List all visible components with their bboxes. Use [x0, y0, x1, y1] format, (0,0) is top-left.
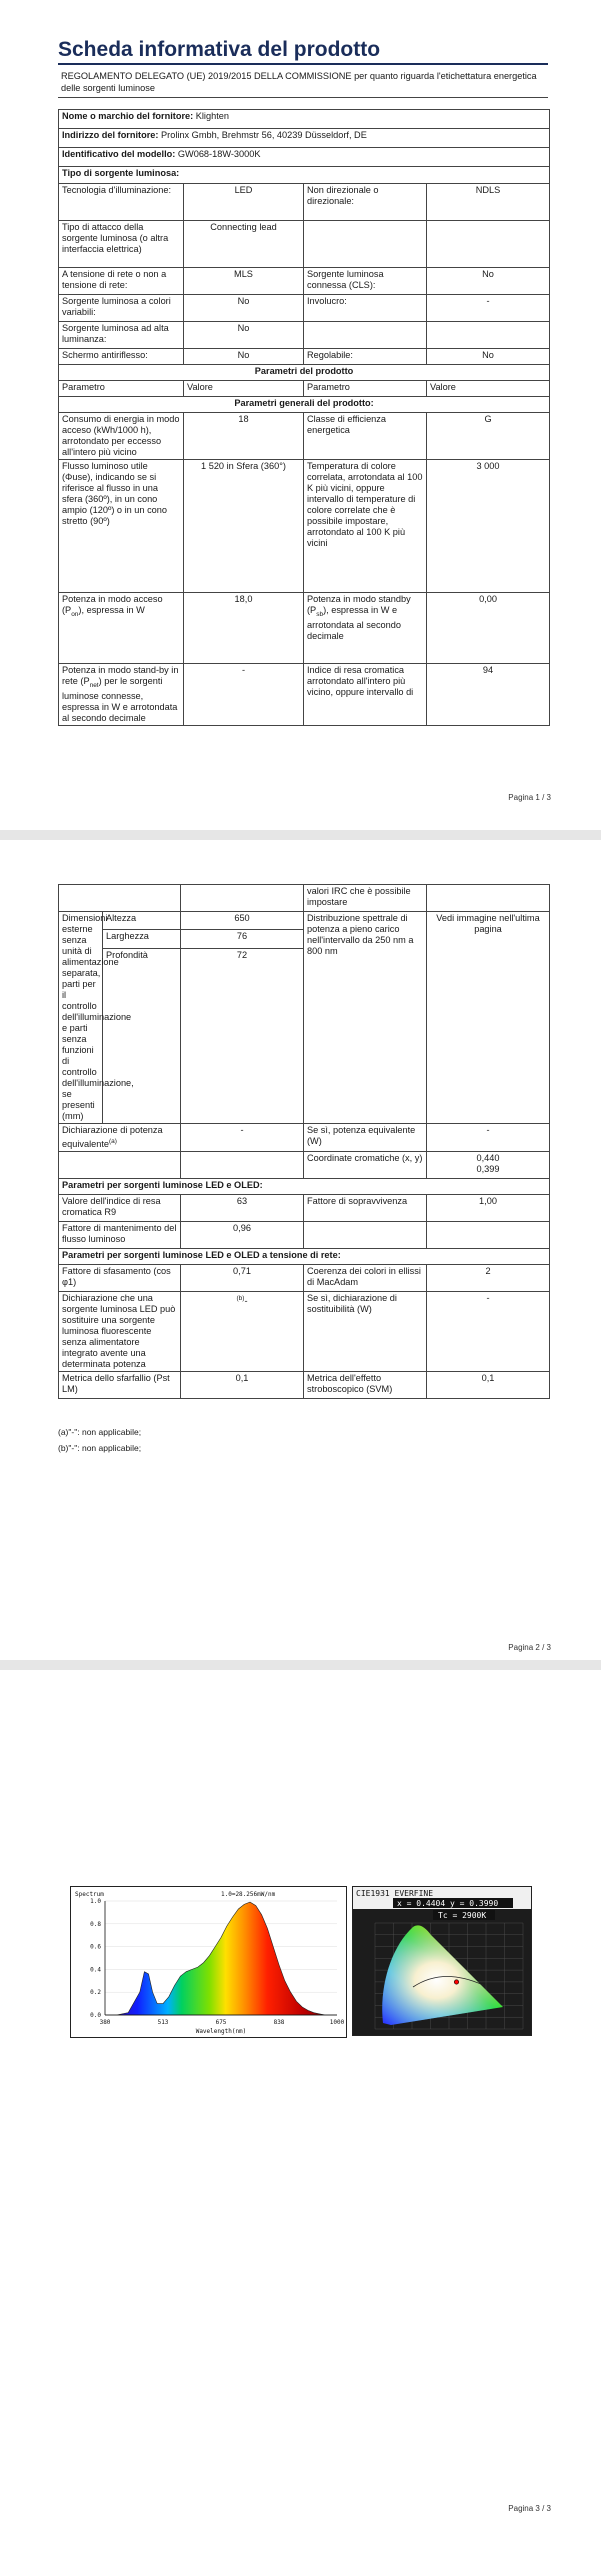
empty-cell [427, 322, 550, 349]
cie-chart [352, 1886, 532, 2036]
source-type-heading: Tipo di sorgente luminosa: [59, 167, 550, 184]
supplier-address-label: Indirizzo del fornitore: [62, 130, 159, 140]
empty-cell [427, 885, 550, 912]
standby-label-text: Potenza in modo standby (P [307, 594, 411, 615]
table-row [59, 1124, 550, 1152]
svm-label: Metrica dell'effetto stroboscopico (SVM) [304, 1372, 427, 1399]
table-row [59, 129, 550, 148]
net-standby-value: - [184, 664, 304, 726]
replacement-power-value: - [427, 1292, 550, 1372]
supplier-address-cell [59, 129, 550, 148]
table-row [59, 1222, 550, 1249]
x-tick-label: 513 [157, 2019, 169, 2026]
on-mode-energy-label: Consumo di energia in modo acceso (kWh/1000 h), arrotondato per eccesso all'intero più vicino [59, 413, 184, 460]
high-luminance-label: Sorgente luminosa ad alta luminanza: [59, 322, 184, 349]
table-row [59, 365, 550, 381]
depth-value: 72 [181, 948, 304, 1123]
supplier-name-cell [59, 110, 550, 129]
general-params-heading: Parametri generali del prodotto: [59, 397, 550, 413]
col-header-value: Valore [427, 381, 550, 397]
cri-label-continued: valori IRC che è possibile impostare [304, 885, 427, 912]
mains-value: MLS [184, 268, 304, 295]
on-mode-energy-value: 18 [184, 413, 304, 460]
y-tick-label: 0.8 [90, 1920, 101, 1928]
table-row [59, 885, 550, 912]
spectrum-annotation: 1.0=28.256mW/nm [221, 1891, 276, 1898]
x-tick-label: 1000 [329, 2019, 345, 2026]
supplier-name-label: Nome o marchio del fornitore: [62, 111, 194, 121]
cct-value: 3 000 [427, 460, 550, 593]
table-row [59, 349, 550, 365]
directional-label: Non direzionale o direzionale: [304, 184, 427, 221]
supplier-address-value: Prolinx Gmbh, Brehmstr 56, 40239 Düsseldorf, DE [161, 130, 367, 140]
footnote-a: (a)"-": non applicabile; [58, 1427, 142, 1437]
height-label: Altezza [103, 912, 181, 930]
width-label: Larghezza [103, 930, 181, 948]
empty-cell [427, 1222, 550, 1249]
page-number: Pagina 2 / 3 [508, 1643, 551, 1652]
spectral-distribution-value: Vedi immagine nell'ultima pagina [427, 912, 550, 1124]
table-row [59, 1265, 550, 1292]
spectrum-xlabel: Wavelength(nm) [195, 2028, 247, 2035]
empty-cell [59, 1152, 181, 1179]
net-standby-subscript: net [89, 681, 99, 689]
cri-value: 94 [427, 664, 550, 726]
x-tick-label: 675 [215, 2019, 227, 2026]
cie-readout: x = 0.4404 y = 0.3990 [397, 1899, 499, 1908]
model-id-cell [59, 148, 550, 167]
y-tick-label: 0.2 [90, 1989, 101, 1997]
r9-value: 63 [181, 1195, 304, 1222]
table-row [59, 148, 550, 167]
title-rule [58, 63, 548, 65]
spectrum-area [105, 1902, 337, 2015]
footnote-ref: (a) [109, 1138, 117, 1145]
empty-cell [304, 1222, 427, 1249]
equivalence-claim-text: Dichiarazione di potenza equivalente [62, 1125, 163, 1150]
r9-label: Valore dell'indice di resa cromatica R9 [59, 1195, 181, 1222]
table-row [59, 1292, 550, 1372]
standby-label-text: ), espressa in W e arrotondata al secondo decimale [307, 605, 401, 641]
cie-measured-point [454, 1980, 458, 1984]
on-power-label-text: Potenza in modo acceso (P [62, 594, 163, 615]
table-row [59, 184, 550, 221]
chromaticity-y: 0,399 [476, 1164, 500, 1175]
macadam-label: Coerenza dei colori in ellissi di MacAdam [304, 1265, 427, 1292]
standby-subscript: sb [316, 610, 324, 618]
equivalence-claim-value: - [181, 1124, 304, 1152]
empty-cell [304, 221, 427, 268]
table-row [59, 1152, 550, 1179]
dimmable-label: Regolabile: [304, 349, 427, 365]
on-power-subscript: on [71, 610, 79, 618]
product-info-table-continued [58, 884, 550, 1399]
table-row [59, 268, 550, 295]
y-tick-label: 0.4 [90, 1966, 101, 1974]
spectrum-svg [71, 1887, 346, 2037]
flicker-label: Metrica dello sfarfallio (Pst LM) [59, 1372, 181, 1399]
cap-type-value: Connecting lead [184, 221, 304, 268]
equivalence-claim-label [59, 1124, 181, 1152]
col-header-param: Parametro [59, 381, 184, 397]
net-standby-label-text: Potenza in modo stand-by in rete (P [62, 665, 179, 686]
survival-factor-label: Fattore di sopravvivenza [304, 1195, 427, 1222]
footnote-b: (b)"-": non applicabile; [58, 1443, 142, 1453]
table-row [59, 1249, 550, 1265]
supplier-name-value: Klighten [195, 111, 229, 121]
table-row [59, 1179, 550, 1195]
flicker-value: 0,1 [181, 1372, 304, 1399]
spectrum-chart [70, 1886, 347, 2038]
model-id-label: Identificativo del modello: [62, 149, 176, 159]
replacement-power-label: Se sì, dichiarazione di sostituibilità (W) [304, 1292, 427, 1372]
cct-label: Temperatura di colore correlata, arrotondata al 100 K più vicini, oppure intervallo di temperature di colore correlate che è possibile impostare, arrotondato al 100 K più vicini [304, 460, 427, 593]
useful-flux-value: 1 520 in Sfera (360°) [184, 460, 304, 593]
cie-cct: Tc = 2900K [438, 1911, 487, 1920]
page-1 [0, 0, 601, 830]
efficiency-class-value: G [427, 413, 550, 460]
cls-label: Sorgente luminosa connessa (CLS): [304, 268, 427, 295]
depth-label: Profondità [103, 948, 181, 1123]
regulation-text: REGOLAMENTO DELEGATO (UE) 2019/2015 DELLA COMMISSIONE per quanto riguarda l'etichettatura energetica delle sorgenti luminose [61, 71, 537, 93]
table-row [59, 381, 550, 397]
table-row [59, 460, 550, 593]
spectrum-title: Spectrum [75, 1891, 104, 1898]
lumen-maintenance-value: 0,96 [181, 1222, 304, 1249]
led-oled-mains-heading: Parametri per sorgenti luminose LED e OLED a tensione di rete: [59, 1249, 550, 1265]
led-oled-heading: Parametri per sorgenti luminose LED e OLED: [59, 1179, 550, 1195]
table-row [59, 593, 550, 664]
table-row [59, 1372, 550, 1399]
y-tick-label: 0.0 [90, 2012, 101, 2019]
technology-label: Tecnologia d'illuminazione: [59, 184, 184, 221]
macadam-value: 2 [427, 1265, 550, 1292]
product-info-table [58, 109, 550, 726]
dimensions-label: Dimensioni esterne senza unità di alimentazione separata, parti per il controllo dell'illuminazione e parti senza funzioni di controllo dell'illuminazione, se presenti (mm) [59, 912, 103, 1124]
cie-white-region [382, 1925, 503, 2025]
svm-value: 0,1 [427, 1372, 550, 1399]
empty-cell [181, 885, 304, 912]
table-row [59, 664, 550, 726]
high-luminance-value: No [184, 322, 304, 349]
cap-type-label: Tipo di attacco della sorgente luminosa (o altra interfaccia elettrica) [59, 221, 184, 268]
equivalent-power-label: Se sì, potenza equivalente (W) [304, 1124, 427, 1152]
table-row [59, 397, 550, 413]
x-tick-label: 838 [273, 2019, 285, 2026]
page-3 [0, 1660, 601, 2560]
standby-power-label [304, 593, 427, 664]
anti-glare-value: No [184, 349, 304, 365]
chromaticity-label: Coordinate cromatiche (x, y) [304, 1152, 427, 1179]
colour-tunable-value: No [184, 295, 304, 322]
col-header-param: Parametro [304, 381, 427, 397]
envelope-label: Involucro: [304, 295, 427, 322]
lumen-maintenance-label: Fattore di mantenimento del flusso luminoso [59, 1222, 181, 1249]
table-row [59, 110, 550, 129]
envelope-value: - [427, 295, 550, 322]
on-power-value: 18,0 [184, 593, 304, 664]
page-number: Pagina 3 / 3 [508, 2504, 551, 2513]
empty-cell [304, 322, 427, 349]
table-row [59, 295, 550, 322]
efficiency-class-label: Classe di efficienza energetica [304, 413, 427, 460]
page-number: Pagina 1 / 3 [508, 793, 551, 802]
displacement-factor-label: Fattore di sfasamento (cos φ1) [59, 1265, 181, 1292]
y-tick-label: 1.0 [90, 1898, 101, 1905]
on-power-label-text: ), espressa in W [78, 605, 145, 615]
displacement-factor-value: 0,71 [181, 1265, 304, 1292]
regulation-rule [58, 97, 548, 98]
replacement-claim-text: - [244, 1296, 248, 1307]
useful-flux-label: Flusso luminoso utile (Φuse), indicando se si riferisce al flusso in una sfera (360º), in un cono ampio (120º) o in un cono stretto (90º) [59, 460, 184, 593]
page-2 [0, 830, 601, 1660]
standby-power-value: 0,00 [427, 593, 550, 664]
page-title: Scheda informativa del prodotto [58, 38, 381, 61]
cie-svg [353, 1887, 531, 2035]
colour-tunable-label: Sorgente luminosa a colori variabili: [59, 295, 184, 322]
y-tick-label: 0.6 [90, 1943, 101, 1951]
table-row [59, 221, 550, 268]
on-power-label [59, 593, 184, 664]
table-row [59, 912, 550, 930]
empty-cell [427, 221, 550, 268]
spectral-distribution-label: Distribuzione spettrale di potenza a pieno carico nell'intervallo da 250 nm a 800 nm [304, 912, 427, 1124]
x-tick-label: 380 [99, 2019, 111, 2026]
table-row [59, 413, 550, 460]
replacement-claim-label: Dichiarazione che una sorgente luminosa LED può sostituire una sorgente luminosa fluorescente senza alimentatore integrato avente una determinata potenza [59, 1292, 181, 1372]
height-value: 650 [181, 912, 304, 930]
cls-value: No [427, 268, 550, 295]
table-row [59, 167, 550, 184]
chromaticity-value [427, 1152, 550, 1179]
net-standby-label-text: ) per le sorgenti luminose connesse, espressa in W e arrotondata al secondo decimale [62, 676, 178, 723]
col-header-value: Valore [184, 381, 304, 397]
footnote-ref: (b) [236, 1295, 245, 1303]
cri-label: Indice di resa cromatica arrotondato all'intero più vicino, oppure intervallo di [304, 664, 427, 726]
equivalent-power-value: - [427, 1124, 550, 1152]
cie-title: CIE1931 EVERFINE [356, 1889, 434, 1898]
mains-label: A tensione di rete o non a tensione di rete: [59, 268, 184, 295]
model-id-value: GW068-18W-3000K [177, 149, 261, 159]
anti-glare-label: Schermo antiriflesso: [59, 349, 184, 365]
chromaticity-x: 0,440 [476, 1153, 500, 1164]
net-standby-label [59, 664, 184, 726]
directional-value: NDLS [427, 184, 550, 221]
empty-cell [181, 1152, 304, 1179]
empty-cell [59, 885, 181, 912]
product-params-heading: Parametri del prodotto [59, 365, 550, 381]
replacement-claim-value [181, 1292, 304, 1372]
table-row [59, 1195, 550, 1222]
width-value: 76 [181, 930, 304, 948]
survival-factor-value: 1,00 [427, 1195, 550, 1222]
table-row [59, 322, 550, 349]
technology-value: LED [184, 184, 304, 221]
dimmable-value: No [427, 349, 550, 365]
